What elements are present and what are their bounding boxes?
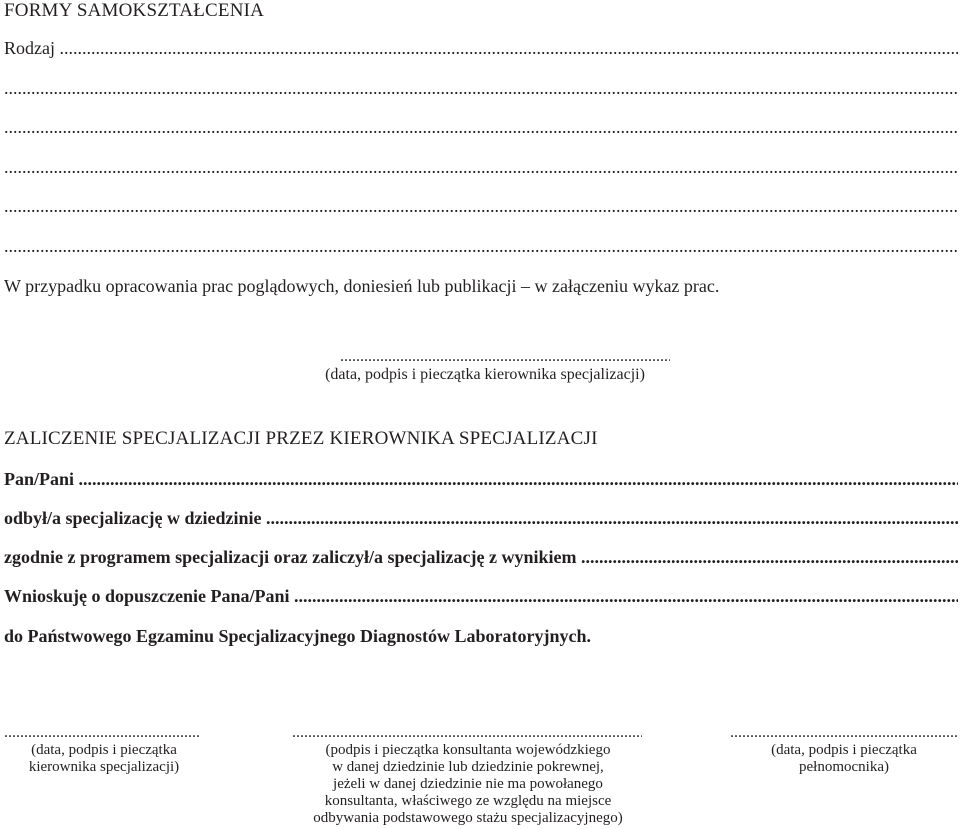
- signature-middle: [288, 724, 648, 827]
- signature-middle-caption-1: (podpis i pieczątka konsultanta wojewódzkiego: [325, 742, 611, 758]
- type-field[interactable]: [4, 38, 958, 59]
- signature-left-caption-2: kierownika specjalizacji): [28, 759, 180, 775]
- forms-heading: FORMY SAMOKSZTAŁCENIA: [4, 0, 265, 21]
- forms-signature-caption: (data, podpis i pieczątka kierownika specjalizacji): [325, 366, 645, 383]
- name-dotted-line: [74, 469, 958, 490]
- request-label: Wnioskuję o dopuszczenie Pana/Pani: [4, 586, 290, 606]
- request-dotted-line: [290, 586, 958, 607]
- blank-line-4[interactable]: [4, 196, 958, 217]
- blank-line-3[interactable]: [4, 157, 958, 178]
- exam-line: do Państwowego Egzaminu Specjalizacyjnego Diagnostów Laboratoryjnych.: [4, 626, 591, 646]
- signature-left: [4, 724, 204, 776]
- signature-middle-caption-5: odbywania podstawowego stażu specjalizacyjnego): [313, 810, 623, 826]
- blank-line-5[interactable]: [4, 236, 958, 257]
- signature-middle-caption-4: konsultanta, właściwego ze względu na miejsce: [324, 793, 612, 809]
- signature-middle-caption-2: w danej dziedzinie lub dziedzinie pokrewnej,: [332, 759, 604, 775]
- signature-left-line[interactable]: [4, 724, 199, 742]
- blank-line-2[interactable]: [4, 117, 958, 138]
- signature-middle-line[interactable]: [292, 724, 642, 742]
- signature-right-caption-2: pełnomocnika): [799, 759, 889, 775]
- blank-line-1[interactable]: [4, 78, 958, 99]
- signature-left-caption-1: (data, podpis i pieczątka: [31, 742, 177, 758]
- signature-middle-caption-3: jeżeli w danej dziedzinie nie ma powołanego: [333, 776, 603, 792]
- result-dotted-line: [577, 547, 959, 568]
- field-of-specialization[interactable]: [4, 508, 958, 529]
- signature-right-line[interactable]: [730, 724, 958, 742]
- publications-note: W przypadku opracowania prac poglądowych, doniesień lub publikacji – w załączeniu wykaz prac.: [4, 276, 720, 296]
- field-dotted-line: [261, 508, 958, 529]
- forms-signature-line[interactable]: [340, 348, 670, 366]
- field-label: odbył/a specjalizację w dziedzinie: [4, 508, 262, 528]
- signature-right-caption-1: (data, podpis i pieczątka: [771, 742, 917, 758]
- name-label: Pan/Pani: [4, 469, 75, 489]
- type-label: Rodzaj: [4, 38, 55, 58]
- result-field[interactable]: [4, 547, 958, 568]
- forms-signature: [300, 348, 670, 384]
- signature-right: [730, 724, 958, 776]
- completion-heading: ZALICZENIE SPECJALIZACJI PRZEZ KIEROWNIKA SPECJALIZACJI: [4, 428, 598, 449]
- name-field[interactable]: [4, 469, 958, 490]
- request-field[interactable]: [4, 586, 958, 607]
- result-label: zgodnie z programem specjalizacji oraz zaliczył/a specjalizację z wynikiem: [4, 547, 577, 567]
- type-dotted-line: [55, 38, 958, 59]
